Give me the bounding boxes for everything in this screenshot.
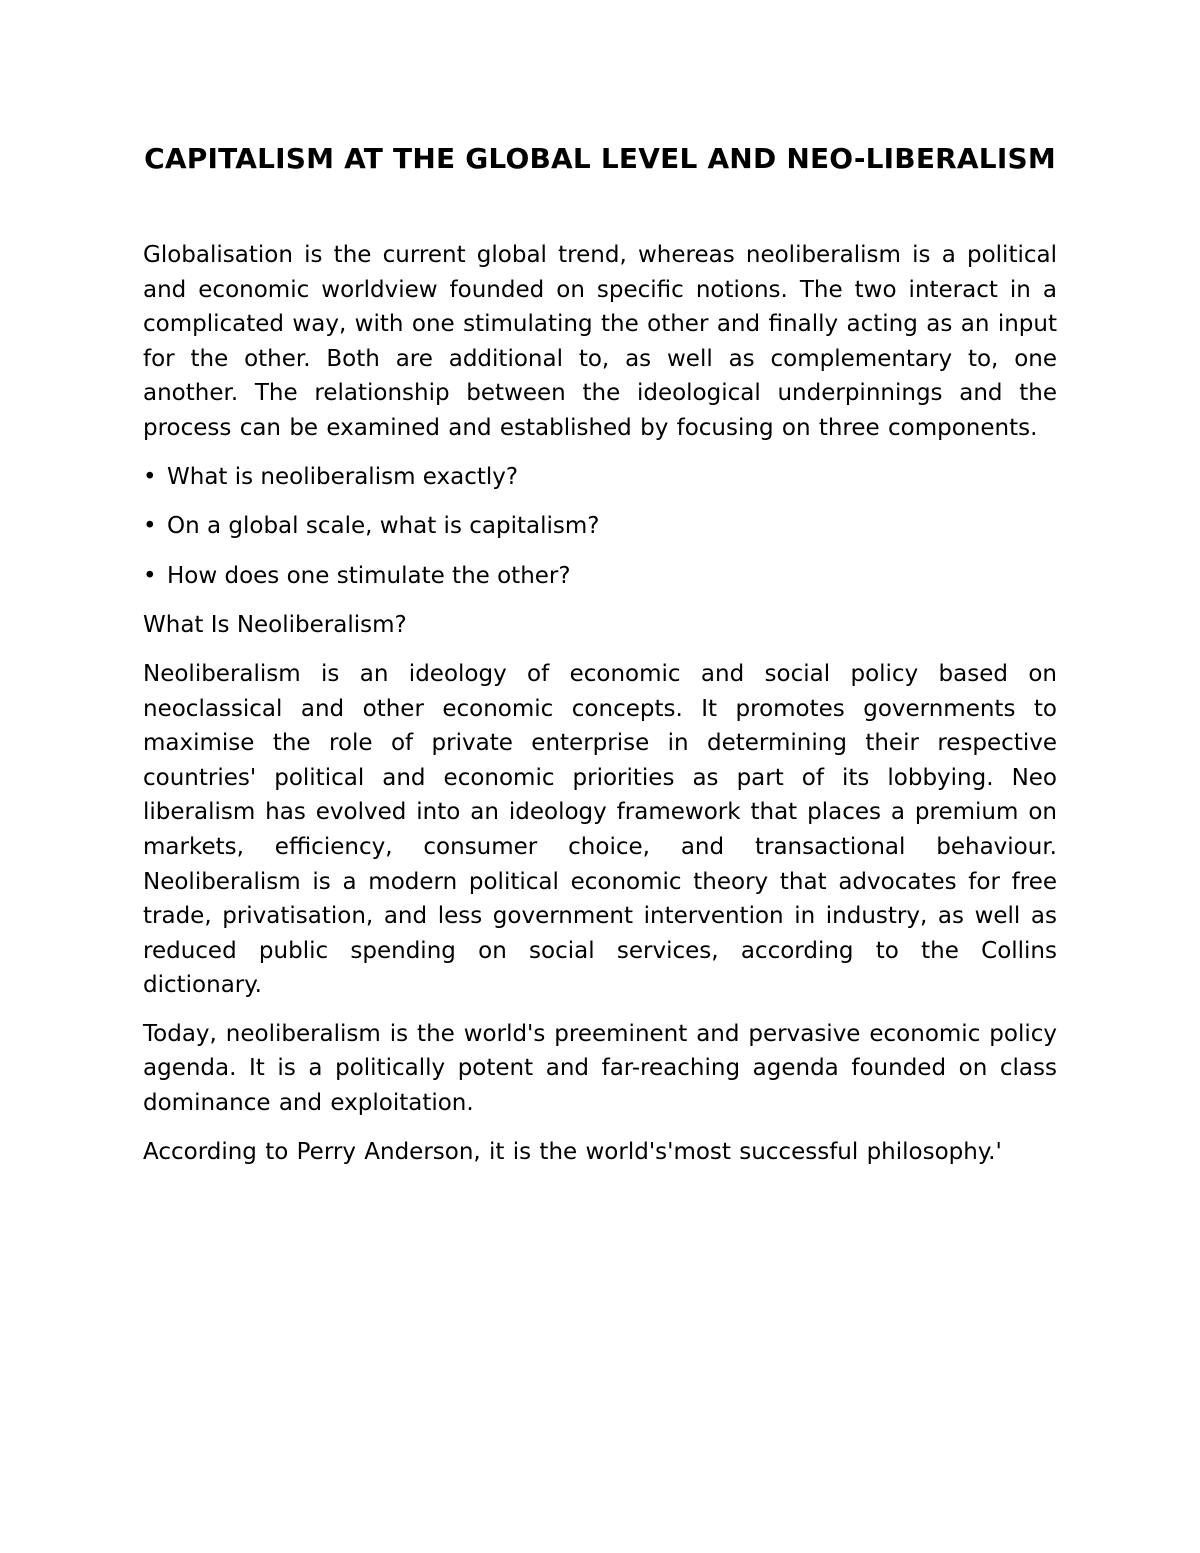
document-title: CAPITALISM AT THE GLOBAL LEVEL AND NEO-LIBERALISM (144, 142, 1056, 175)
body-paragraph: Today, neoliberalism is the world's preeminent and pervasive economic policy agenda. It is a politically potent and far-reaching agenda founded on class dominance and exploitation. (143, 1020, 1057, 1117)
list-item-text: How does one stimulate the other? (167, 562, 571, 589)
body-paragraph: Neoliberalism is an ideology of economic and social policy based on neoclassical and other economic concepts. It promotes governments to maximise the role of private enterprise in determining their respective countries' political and economic priorities as part of its lobbying. Neo liberalism has evolved into an ideology framework that places a premium on markets, efficiency, consumer choice, and transactional behaviour. Neoliberalism is a modern political economic theory that advocates for free trade, privatisation, and less government intervention in industry, as well as reduced public spending on social services, according to the Collins dictionary. (143, 660, 1057, 999)
list-item (143, 559, 1057, 594)
section-heading: What Is Neoliberalism? (143, 612, 407, 639)
bullet-icon: • (143, 463, 157, 490)
intro-paragraph: Globalisation is the current global trend, whereas neoliberalism is a political and economic worldview founded on specific notions. The two interact in a complicated way, with one stimulating the other and finally acting as an input for the other. Both are additional to, as well as complementary to, one another. The relationship between the ideological underpinnings and the process can be examined and established by focusing on three components. (143, 242, 1057, 441)
list-item-text: On a global scale, what is capitalism? (167, 513, 600, 540)
list-item (143, 509, 1057, 544)
bullet-icon: • (143, 513, 157, 540)
list-item-text: What is neoliberalism exactly? (167, 463, 519, 490)
body-paragraph: According to Perry Anderson, it is the world's'most successful philosophy.' (143, 1138, 1002, 1165)
question-list (143, 460, 1057, 594)
bullet-icon: • (143, 562, 157, 589)
list-item (143, 460, 1057, 495)
document-page (143, 140, 1057, 1183)
